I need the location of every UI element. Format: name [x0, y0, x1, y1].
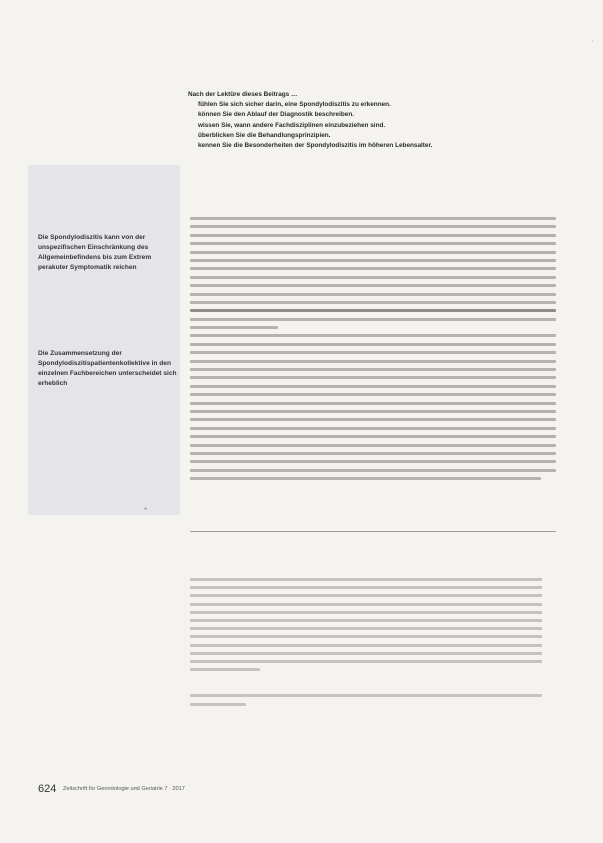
objective-item-2: können Sie den Ablauf der Diagnostik beschreiben. — [198, 111, 355, 119]
text-line — [190, 267, 556, 270]
text-line — [190, 668, 260, 671]
journal-footer: Zeitschrift für Gerontologie und Geriatrie 7 · 2017 — [63, 786, 185, 792]
page-number: 624 — [38, 783, 57, 795]
scan-edge-mark: ' — [592, 40, 594, 47]
text-line — [190, 259, 556, 262]
objective-item-3: wissen Sie, wann andere Fachdisziplinen einzubeziehen sind. — [198, 121, 386, 129]
text-line — [190, 652, 542, 655]
text-line — [190, 393, 556, 396]
text-line — [190, 635, 542, 638]
text-line — [190, 603, 542, 606]
text-line — [190, 703, 246, 706]
scan-speck: * — [144, 506, 148, 515]
learning-objectives — [188, 90, 548, 151]
objective-item-4: überblicken Sie die Behandlungsprinzipien. — [198, 131, 331, 139]
text-line — [190, 418, 556, 421]
text-line — [190, 318, 556, 321]
text-line — [190, 611, 542, 614]
keywords-text — [190, 694, 542, 714]
objective-item-1: fühlen Sie sich sicher darin, eine Spondylodiszitis zu erkennen. — [198, 101, 391, 109]
text-line — [190, 360, 556, 363]
text-line — [190, 217, 556, 220]
text-line — [190, 444, 556, 447]
text-line — [190, 435, 556, 438]
text-line — [190, 368, 556, 371]
text-line — [190, 293, 556, 296]
text-line — [190, 225, 556, 228]
text-line — [190, 410, 556, 413]
text-line — [190, 301, 556, 304]
abstract-text — [190, 578, 542, 678]
text-line — [190, 694, 542, 697]
margin-note-2: Die Zusammensetzung der Spondylodiszitispatientenkollektive in den einzelnen Fachbereichen unterscheidet sich erheblich — [38, 350, 177, 387]
margin-note-1: Die Spondylodiszitis kann von der unspezifischen Einschränkung des Allgemeinbefindens bis zum Extrem perakuter Symptomatik reichen — [38, 234, 152, 271]
text-line — [190, 242, 556, 245]
text-line — [190, 234, 556, 237]
text-line — [190, 586, 542, 589]
text-line — [190, 594, 542, 597]
text-line — [190, 644, 542, 647]
text-line — [190, 402, 556, 405]
text-line — [190, 334, 556, 337]
text-line — [190, 427, 556, 430]
text-line — [190, 660, 542, 663]
text-line — [190, 376, 556, 379]
text-line — [190, 452, 556, 455]
text-line — [190, 578, 542, 581]
text-line — [190, 477, 541, 480]
text-line — [190, 343, 556, 346]
text-line — [190, 627, 542, 630]
margin-note-panel — [28, 165, 180, 515]
text-line — [190, 460, 556, 463]
text-line — [190, 276, 556, 279]
text-line — [190, 309, 556, 312]
article-body-text — [190, 217, 556, 537]
text-line — [190, 251, 556, 254]
objectives-heading: Nach der Lektüre dieses Beitrags … — [188, 91, 298, 98]
objective-item-5: kennen Sie die Besonderheiten der Spondylodiszitis im höheren Lebensalter. — [198, 142, 433, 150]
text-line — [190, 385, 556, 388]
text-line — [190, 619, 542, 622]
section-divider — [190, 531, 556, 532]
text-line — [190, 284, 556, 287]
text-line — [190, 469, 556, 472]
text-line — [190, 326, 278, 329]
text-line — [190, 351, 556, 354]
